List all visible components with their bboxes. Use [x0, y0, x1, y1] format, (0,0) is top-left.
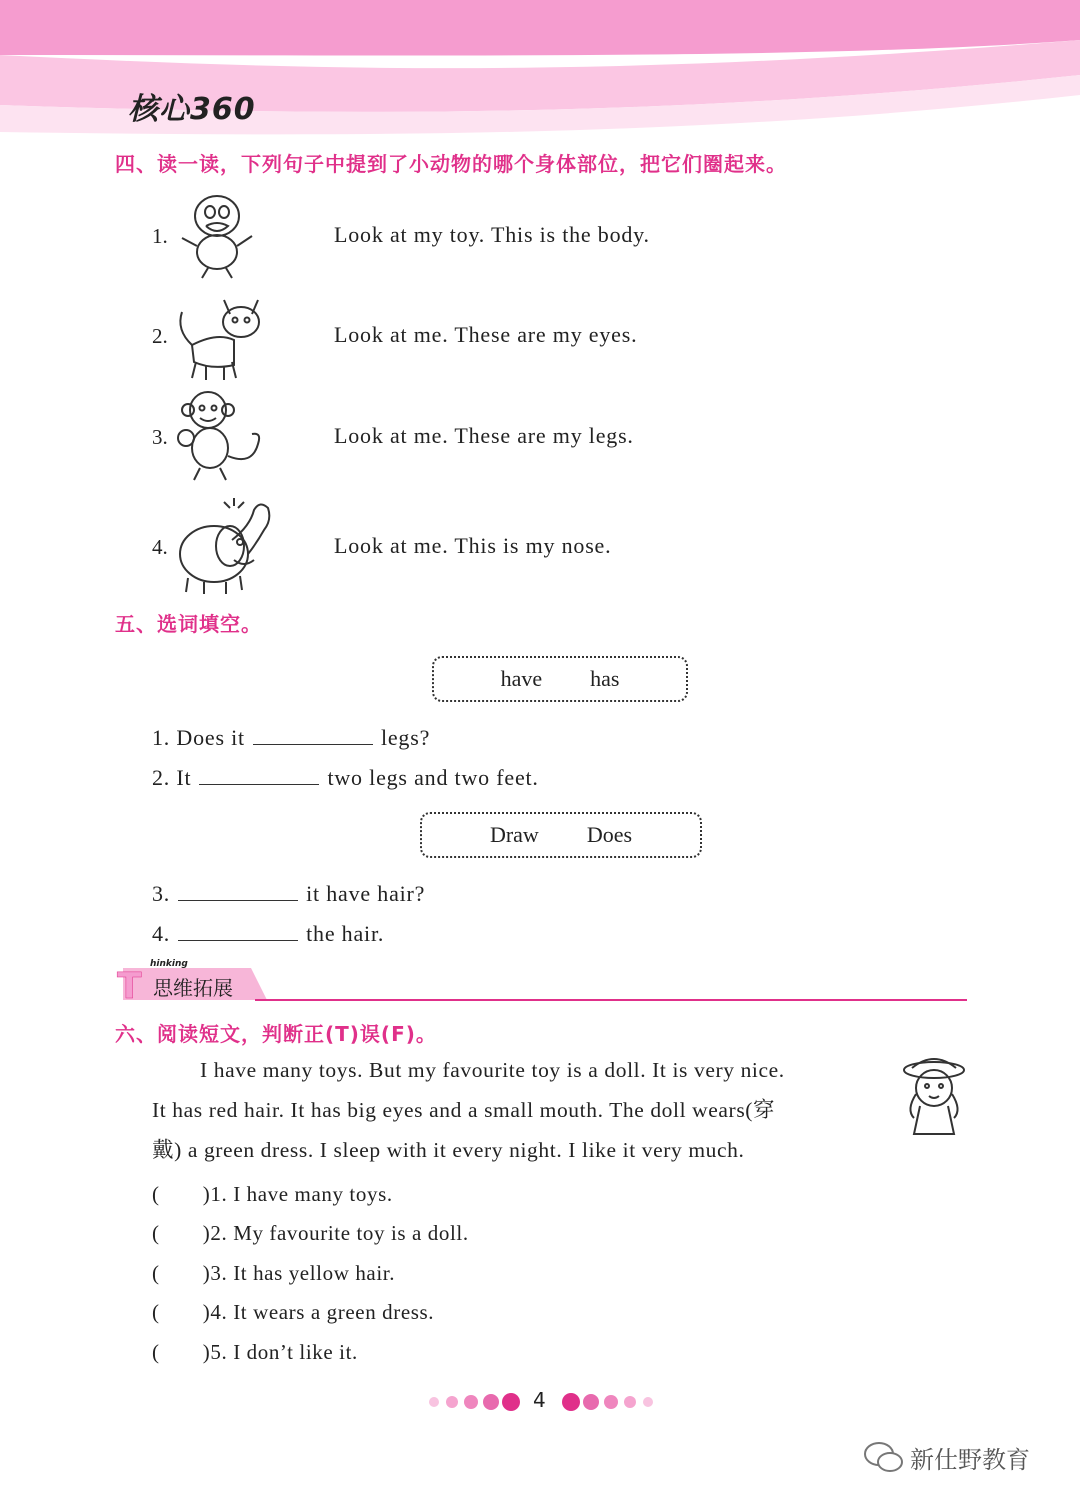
- word-box-1: [432, 656, 688, 702]
- answer-blank[interactable]: [178, 880, 298, 901]
- section5-title: 五、选词填空。: [115, 612, 262, 636]
- section6-title: 六、阅读短文，判断正(T)误(F)。: [115, 1022, 437, 1046]
- question-text: the hair.: [306, 921, 385, 946]
- answer-blank[interactable]: [253, 724, 373, 745]
- word-option: has: [590, 666, 620, 691]
- tf-question: [152, 1336, 358, 1366]
- answer-paren[interactable]: ( ): [152, 1261, 211, 1285]
- question-1: [152, 724, 430, 751]
- item2-number: 2.: [152, 324, 168, 348]
- question-text: 1. Does it: [152, 725, 245, 750]
- question-2: [152, 764, 539, 791]
- page-dots-right: [560, 1392, 656, 1412]
- question-3: [152, 880, 425, 907]
- answer-paren[interactable]: ( ): [152, 1300, 211, 1324]
- thinking-letter: T: [117, 966, 142, 1004]
- word-option: have: [500, 666, 543, 691]
- word-option: Draw: [489, 822, 539, 847]
- item4-text: Look at me. This is my nose.: [334, 533, 612, 558]
- answer-blank[interactable]: [178, 920, 298, 941]
- monkey-icon: [172, 386, 267, 481]
- cat-icon: [172, 290, 267, 385]
- question-text: 1. I have many toys.: [210, 1182, 393, 1206]
- wechat-icon: [862, 1440, 906, 1476]
- brand-logo: 核心360: [128, 92, 256, 127]
- tf-question: [152, 1296, 434, 1326]
- elephant-icon: [172, 496, 282, 594]
- section4-title: 四、读一读，下列句子中提到了小动物的哪个身体部位，把它们圈起来。: [115, 152, 787, 176]
- question-text: 3. It has yellow hair.: [210, 1261, 396, 1285]
- duck-icon: [172, 186, 267, 281]
- item3-number: 3.: [152, 425, 168, 449]
- word-box-2: [420, 812, 702, 858]
- question-text: 3.: [152, 881, 171, 906]
- tf-question: [152, 1217, 469, 1247]
- answer-paren[interactable]: ( ): [152, 1340, 211, 1364]
- item3-text: Look at me. These are my legs.: [334, 423, 634, 448]
- thinking-small-label: hinking: [150, 959, 188, 969]
- question-text: 5. I don’t like it.: [210, 1340, 358, 1364]
- word-option: Does: [586, 822, 633, 847]
- passage-line: I have many toys. But my favourite toy is a doll. It is very nice.: [200, 1058, 785, 1082]
- question-text: it have hair?: [306, 881, 426, 906]
- item4-number: 4.: [152, 535, 168, 559]
- question-text: 4. It wears a green dress.: [210, 1300, 435, 1324]
- item2-text: Look at me. These are my eyes.: [334, 322, 638, 347]
- passage-line: 戴) a green dress. I sleep with it every night. I like it very much.: [152, 1138, 745, 1162]
- tf-question: [152, 1257, 395, 1287]
- question-text: legs?: [380, 725, 431, 750]
- answer-paren[interactable]: ( ): [152, 1221, 211, 1245]
- question-text: 2. It: [152, 765, 192, 790]
- thinking-banner: [115, 958, 967, 1004]
- reading-passage: [152, 1050, 892, 1170]
- answer-blank[interactable]: [199, 764, 319, 785]
- doll-icon: [898, 1054, 970, 1138]
- tf-question: [152, 1178, 393, 1208]
- question-4: [152, 920, 384, 947]
- question-text: 2. My favourite toy is a doll.: [210, 1221, 469, 1245]
- answer-paren[interactable]: ( ): [152, 1182, 211, 1206]
- item1-number: 1.: [152, 224, 168, 248]
- question-text: 4.: [152, 921, 171, 946]
- watermark-text: 新仕野教育: [910, 1446, 1030, 1474]
- thinking-label: 思维拓展: [153, 976, 233, 1000]
- passage-line: It has red hair. It has big eyes and a small mouth. The doll wears(穿: [152, 1098, 776, 1122]
- page-number: 4: [533, 1388, 546, 1412]
- question-text: two legs and two feet.: [327, 765, 539, 790]
- page-dots-left: [426, 1392, 522, 1412]
- item1-text: Look at my toy. This is the body.: [334, 222, 650, 247]
